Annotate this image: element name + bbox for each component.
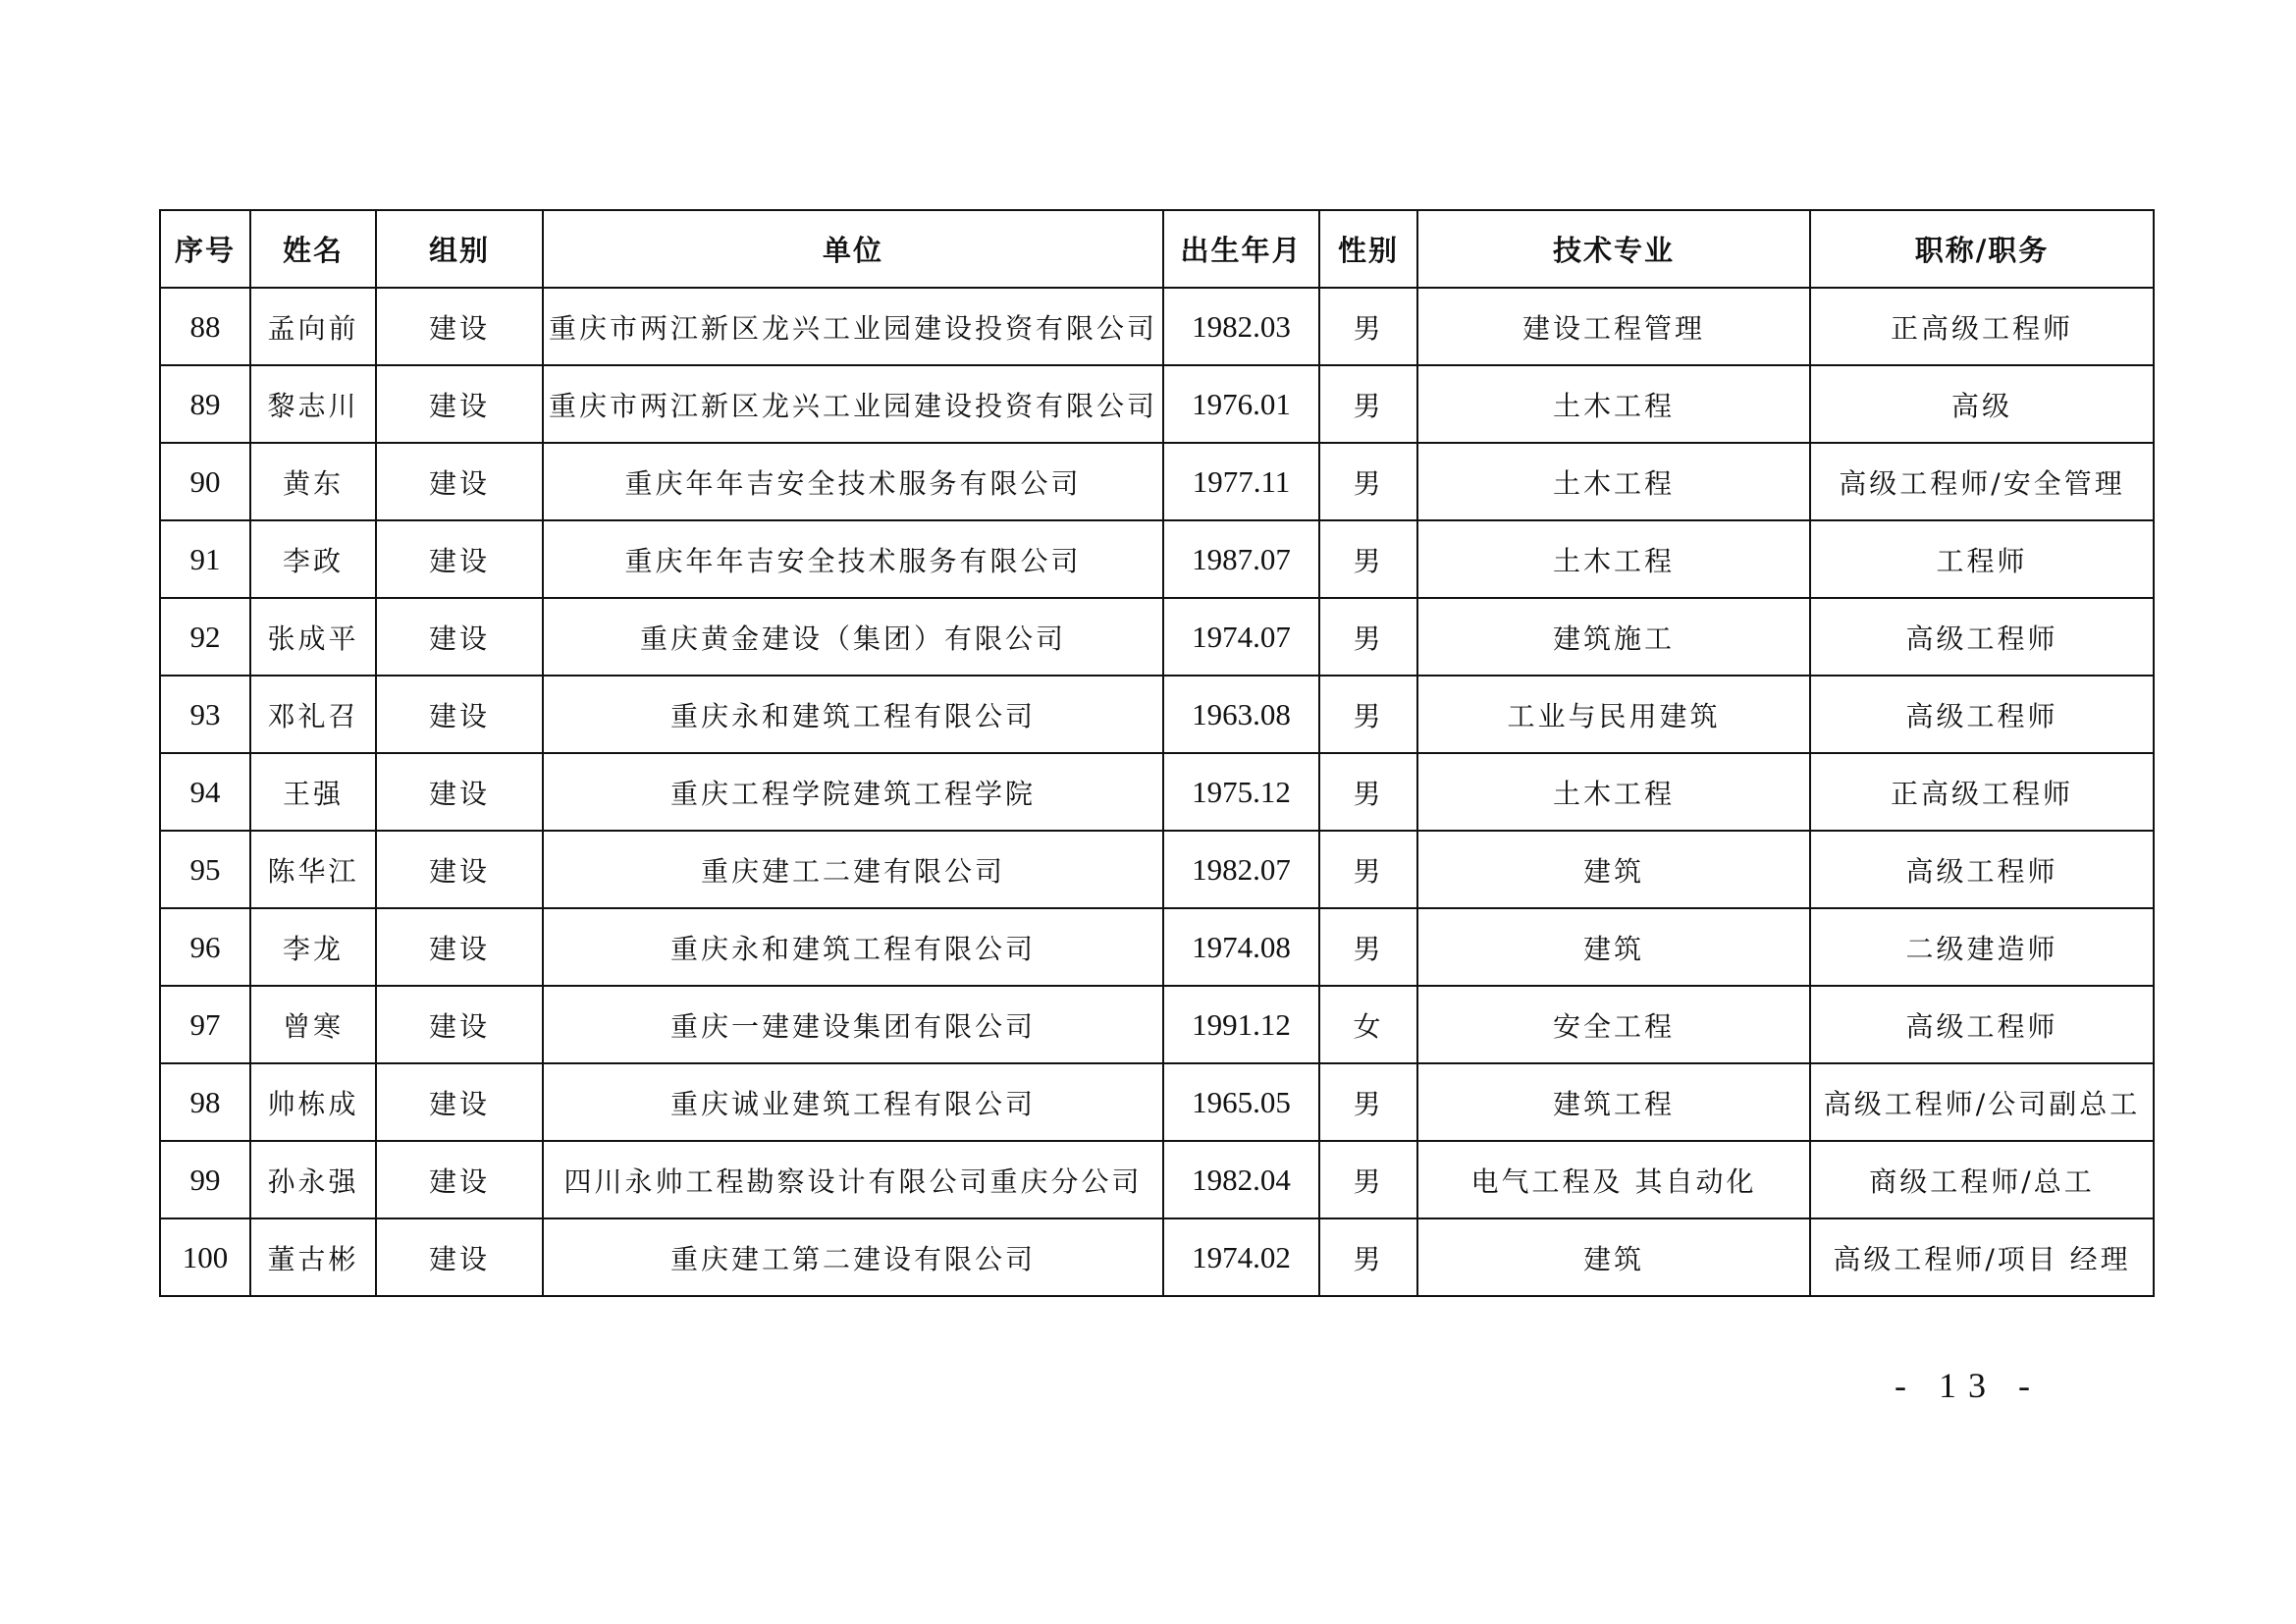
table-row [160, 676, 2154, 753]
cell-index: 90 [160, 443, 250, 520]
cell-title: 高级工程师 [1810, 598, 2154, 676]
cell-title: 高级工程师 [1810, 831, 2154, 908]
cell-birth-date: 1977.11 [1163, 443, 1319, 520]
cell-title: 高级 [1810, 365, 2154, 443]
cell-birth-date: 1975.12 [1163, 753, 1319, 831]
cell-unit: 重庆工程学院建筑工程学院 [543, 753, 1163, 831]
cell-title: 正高级工程师 [1810, 753, 2154, 831]
cell-index: 93 [160, 676, 250, 753]
cell-index: 99 [160, 1141, 250, 1218]
column-header-title: 职称/职务 [1810, 210, 2154, 288]
cell-specialty: 建筑 [1417, 908, 1810, 986]
cell-birth-date: 1987.07 [1163, 520, 1319, 598]
cell-title: 高级工程师/公司副总工 [1810, 1063, 2154, 1141]
cell-unit: 重庆永和建筑工程有限公司 [543, 908, 1163, 986]
cell-unit: 重庆一建建设集团有限公司 [543, 986, 1163, 1063]
cell-title: 高级工程师/项目 经理 [1810, 1218, 2154, 1296]
cell-gender: 女 [1319, 986, 1417, 1063]
cell-name: 黎志川 [250, 365, 376, 443]
cell-title: 商级工程师/总工 [1810, 1141, 2154, 1218]
cell-group: 建设 [376, 1141, 543, 1218]
table-row [160, 986, 2154, 1063]
column-header-gender: 性别 [1319, 210, 1417, 288]
cell-index: 96 [160, 908, 250, 986]
cell-group: 建设 [376, 1218, 543, 1296]
cell-specialty: 土木工程 [1417, 753, 1810, 831]
cell-specialty: 土木工程 [1417, 520, 1810, 598]
cell-gender: 男 [1319, 598, 1417, 676]
table-row [160, 288, 2154, 365]
cell-index: 94 [160, 753, 250, 831]
cell-specialty: 建筑 [1417, 831, 1810, 908]
cell-gender: 男 [1319, 443, 1417, 520]
column-header-group: 组别 [376, 210, 543, 288]
cell-name: 王强 [250, 753, 376, 831]
cell-gender: 男 [1319, 365, 1417, 443]
personnel-table [159, 209, 2155, 1297]
cell-name: 李政 [250, 520, 376, 598]
cell-group: 建设 [376, 986, 543, 1063]
cell-group: 建设 [376, 520, 543, 598]
cell-birth-date: 1991.12 [1163, 986, 1319, 1063]
table-row [160, 1063, 2154, 1141]
cell-birth-date: 1982.04 [1163, 1141, 1319, 1218]
cell-specialty: 土木工程 [1417, 443, 1810, 520]
cell-name: 陈华江 [250, 831, 376, 908]
table-row [160, 1218, 2154, 1296]
cell-unit: 重庆年年吉安全技术服务有限公司 [543, 443, 1163, 520]
cell-birth-date: 1965.05 [1163, 1063, 1319, 1141]
cell-index: 88 [160, 288, 250, 365]
table-row [160, 443, 2154, 520]
table-row [160, 365, 2154, 443]
cell-group: 建设 [376, 831, 543, 908]
column-header-birth-date: 出生年月 [1163, 210, 1319, 288]
cell-unit: 重庆建工二建有限公司 [543, 831, 1163, 908]
cell-unit: 四川永帅工程勘察设计有限公司重庆分公司 [543, 1141, 1163, 1218]
cell-gender: 男 [1319, 676, 1417, 753]
cell-specialty: 工业与民用建筑 [1417, 676, 1810, 753]
column-header-unit: 单位 [543, 210, 1163, 288]
cell-gender: 男 [1319, 288, 1417, 365]
table-header-row [160, 210, 2154, 288]
cell-birth-date: 1963.08 [1163, 676, 1319, 753]
cell-birth-date: 1982.07 [1163, 831, 1319, 908]
cell-group: 建设 [376, 288, 543, 365]
column-header-index: 序号 [160, 210, 250, 288]
table-body [160, 288, 2154, 1296]
cell-group: 建设 [376, 443, 543, 520]
cell-title: 二级建造师 [1810, 908, 2154, 986]
cell-group: 建设 [376, 676, 543, 753]
cell-group: 建设 [376, 908, 543, 986]
cell-group: 建设 [376, 365, 543, 443]
cell-unit: 重庆诚业建筑工程有限公司 [543, 1063, 1163, 1141]
column-header-specialty: 技术专业 [1417, 210, 1810, 288]
table-row [160, 908, 2154, 986]
cell-gender: 男 [1319, 520, 1417, 598]
cell-unit: 重庆市两江新区龙兴工业园建设投资有限公司 [543, 365, 1163, 443]
cell-group: 建设 [376, 1063, 543, 1141]
cell-name: 董古彬 [250, 1218, 376, 1296]
cell-name: 孙永强 [250, 1141, 376, 1218]
table-row [160, 1141, 2154, 1218]
cell-index: 95 [160, 831, 250, 908]
cell-gender: 男 [1319, 908, 1417, 986]
cell-title: 高级工程师/安全管理 [1810, 443, 2154, 520]
cell-index: 98 [160, 1063, 250, 1141]
cell-gender: 男 [1319, 1141, 1417, 1218]
cell-unit: 重庆市两江新区龙兴工业园建设投资有限公司 [543, 288, 1163, 365]
cell-gender: 男 [1319, 831, 1417, 908]
cell-unit: 重庆年年吉安全技术服务有限公司 [543, 520, 1163, 598]
cell-gender: 男 [1319, 1063, 1417, 1141]
cell-group: 建设 [376, 753, 543, 831]
cell-specialty: 土木工程 [1417, 365, 1810, 443]
cell-name: 黄东 [250, 443, 376, 520]
cell-name: 李龙 [250, 908, 376, 986]
cell-group: 建设 [376, 598, 543, 676]
cell-index: 100 [160, 1218, 250, 1296]
cell-specialty: 建筑 [1417, 1218, 1810, 1296]
cell-specialty: 安全工程 [1417, 986, 1810, 1063]
cell-unit: 重庆建工第二建设有限公司 [543, 1218, 1163, 1296]
cell-index: 91 [160, 520, 250, 598]
cell-birth-date: 1982.03 [1163, 288, 1319, 365]
cell-name: 邓礼召 [250, 676, 376, 753]
cell-title: 正高级工程师 [1810, 288, 2154, 365]
cell-index: 89 [160, 365, 250, 443]
table-row [160, 520, 2154, 598]
cell-gender: 男 [1319, 753, 1417, 831]
cell-gender: 男 [1319, 1218, 1417, 1296]
cell-name: 张成平 [250, 598, 376, 676]
page-number: - 13 - [1895, 1366, 2042, 1405]
table-row [160, 598, 2154, 676]
cell-specialty: 电气工程及 其自动化 [1417, 1141, 1810, 1218]
cell-birth-date: 1974.08 [1163, 908, 1319, 986]
cell-index: 97 [160, 986, 250, 1063]
cell-unit: 重庆黄金建设（集团）有限公司 [543, 598, 1163, 676]
cell-specialty: 建设工程管理 [1417, 288, 1810, 365]
cell-title: 高级工程师 [1810, 676, 2154, 753]
cell-specialty: 建筑工程 [1417, 1063, 1810, 1141]
cell-index: 92 [160, 598, 250, 676]
cell-title: 工程师 [1810, 520, 2154, 598]
column-header-name: 姓名 [250, 210, 376, 288]
cell-name: 孟向前 [250, 288, 376, 365]
cell-name: 帅栋成 [250, 1063, 376, 1141]
table-row [160, 753, 2154, 831]
cell-title: 高级工程师 [1810, 986, 2154, 1063]
cell-birth-date: 1976.01 [1163, 365, 1319, 443]
cell-specialty: 建筑施工 [1417, 598, 1810, 676]
cell-name: 曾寒 [250, 986, 376, 1063]
cell-unit: 重庆永和建筑工程有限公司 [543, 676, 1163, 753]
table-row [160, 831, 2154, 908]
cell-birth-date: 1974.02 [1163, 1218, 1319, 1296]
cell-birth-date: 1974.07 [1163, 598, 1319, 676]
